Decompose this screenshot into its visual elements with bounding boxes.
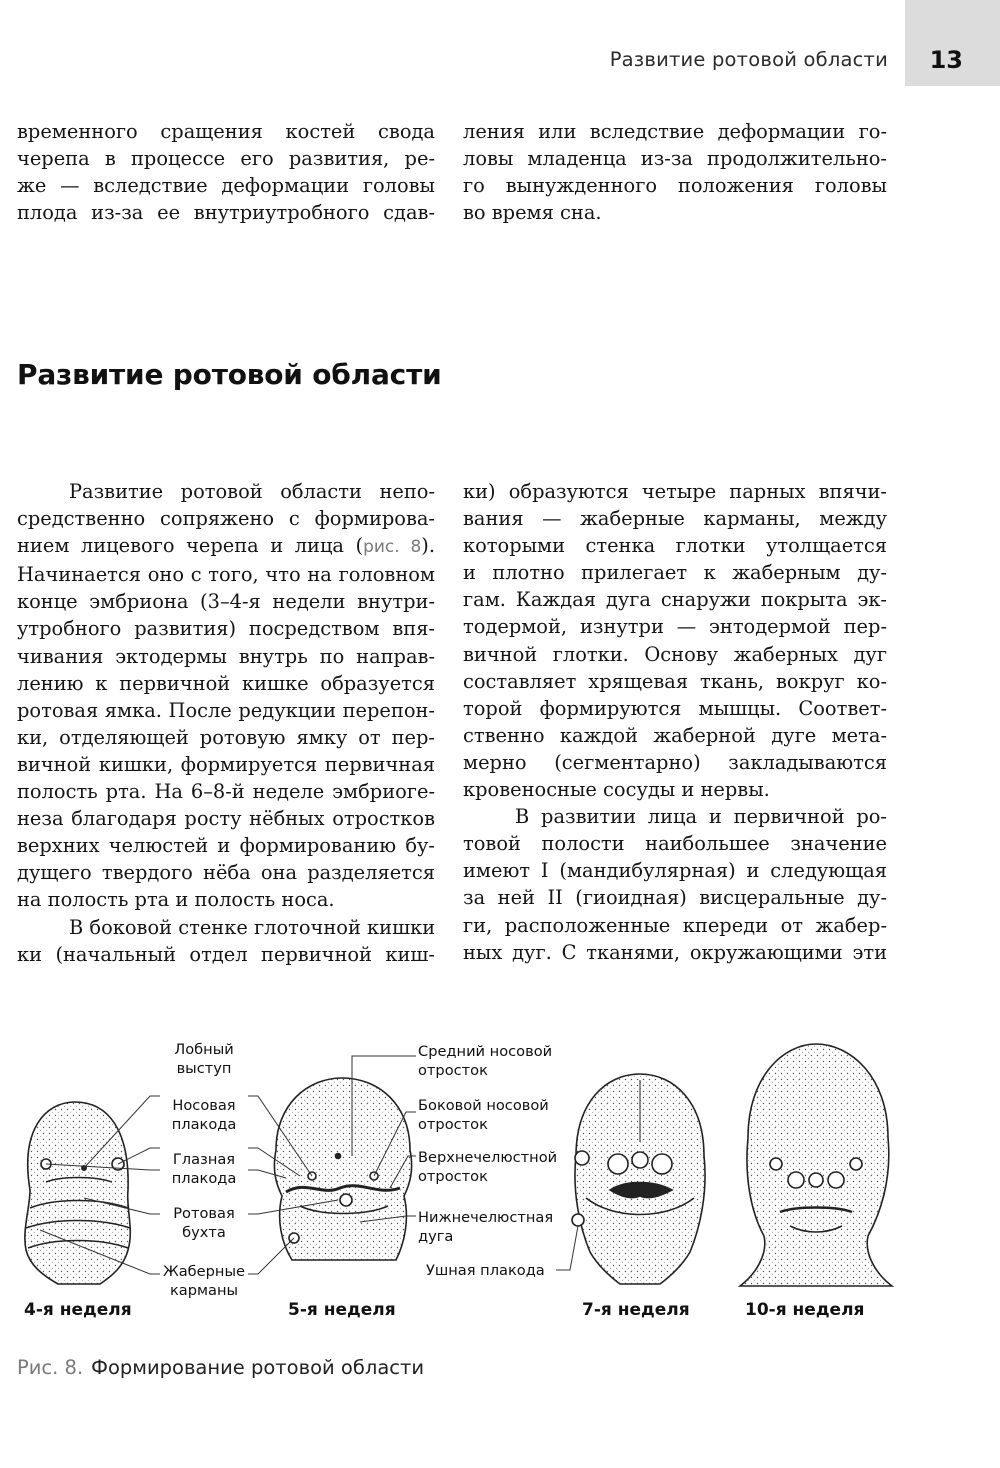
text-line: кровеносные сосуды и нервы.: [463, 778, 770, 802]
text-line: Начинается оно с того, что на головном: [17, 563, 435, 587]
text-line: ки, отделяющей ротовую ямку от пер-: [17, 725, 435, 749]
text-line: лению к первичной кишке образуется: [17, 671, 435, 695]
text-line: Развитие ротовой области непо-: [69, 480, 435, 503]
caption-text: Формирование ротовой области: [91, 1356, 425, 1379]
text-line: ги, расположенные кпереди от жабер-: [463, 913, 887, 937]
text-line: го вынужденного положения головы: [463, 174, 887, 198]
text-line: чивания эктодермы внутрь по направ-: [17, 644, 435, 668]
top-paragraph-left: [17, 118, 435, 226]
text-line: за ней II (гиоидная) висцеральные ду-: [463, 886, 887, 910]
week-label-4: 4-я неделя: [24, 1300, 132, 1320]
label-stomodeum: Ротовая бухта: [173, 1205, 235, 1241]
figure-8: [0, 1030, 1000, 1330]
body-column-left: [17, 478, 435, 968]
text-line: средственно сопряжено с формирова-: [17, 507, 435, 531]
text-line: гам. Каждая дуга снаружи покрыта эк-: [463, 588, 887, 612]
text-line: В развитии лица и первичной ро-: [515, 805, 887, 829]
text-line: дущего твердого нёба она разделяется: [17, 861, 435, 885]
figure-caption: [17, 1356, 424, 1379]
text-line: полость рта. На 6–8-й неделе эмбриоге-: [17, 780, 435, 804]
text-line: ки (начальный отдел первичной киш-: [17, 942, 435, 966]
text-line: ственно каждой жаберной дуге мета-: [463, 723, 887, 747]
label-lateral-nasal-process: Боковой носовой отросток: [418, 1097, 549, 1133]
embryo-week-5-drawing: [274, 1078, 411, 1260]
text-line: на полость рта и полость носа.: [17, 888, 335, 912]
embryo-week-10-drawing: [740, 1044, 892, 1286]
text-line: во время сна.: [463, 201, 602, 225]
figure-reference-link[interactable]: рис. 8: [363, 537, 422, 558]
text-line: В боковой стенке глоточной кишки: [69, 915, 436, 939]
text-line: мерно (сегментарно) закладываются: [463, 750, 887, 774]
text-line: неза благодаря росту нёбных отростков: [17, 807, 435, 831]
label-nasal-placode: Носовая плакода: [171, 1097, 237, 1133]
text-line: тодермой, изнутри — энтодермой пер-: [463, 615, 887, 639]
text-line: составляет хрящевая ткань, вокруг ко-: [463, 669, 887, 693]
text-line: имеют I (мандибулярная) и следующая: [463, 859, 887, 883]
text-line: ки) образуются четыре парных впячи-: [463, 480, 887, 503]
running-header: Развитие ротовой области: [609, 48, 888, 71]
embryo-week-4-drawing: [25, 1102, 130, 1284]
text-line: товой полости наибольшее значение: [463, 832, 887, 856]
text-line: и плотно прилегает к жаберным ду-: [463, 561, 887, 585]
label-eye-placode: Глазная плакода: [171, 1151, 237, 1187]
text-line: плода из-за ее внутриутробного сдав-: [17, 201, 435, 225]
caption-number: Рис. 8.: [17, 1356, 84, 1379]
text-line: торой формируются мышцы. Соответ-: [463, 696, 887, 720]
label-otic-placode: Ушная плакода: [426, 1262, 545, 1279]
text-line: вания — жаберные карманы, между: [463, 507, 887, 531]
text-line: утробного развития) посредством впя-: [17, 617, 435, 641]
embryo-week-7-drawing: [572, 1074, 705, 1284]
week-label-10: 10-я неделя: [745, 1300, 865, 1320]
week-label-5: 5-я неделя: [288, 1300, 396, 1320]
top-paragraph-right: [463, 118, 887, 226]
text-line: которыми стенка глотки утолщается: [463, 534, 887, 558]
text-fragment: нием лицевого черепа и лица (: [17, 534, 364, 558]
text-fragment: ).: [421, 534, 436, 558]
text-line: конце эмбриона (3–4-я недели внутри-: [17, 590, 435, 614]
label-frontal-prominence: Лобный выступ: [174, 1041, 234, 1077]
week-label-7: 7-я неделя: [582, 1300, 690, 1320]
body-column-right: [463, 478, 887, 966]
text-line: вичной глотки. Основу жаберных дуг: [463, 642, 887, 666]
label-pharyngeal-pouches: Жаберные карманы: [163, 1263, 245, 1299]
text-line: ловы младенца из-за продолжительно-: [463, 147, 887, 171]
text-line: ных дуг. С тканями, окружающими эти: [463, 940, 887, 964]
text-line: же — вследствие деформации головы: [17, 174, 435, 198]
page-number: 13: [929, 46, 963, 74]
label-mandibular-arch: Нижнечелюстная дуга: [418, 1209, 554, 1245]
text-line: вичной кишки, формируется первичная: [17, 752, 435, 776]
section-heading: Развитие ротовой области: [17, 358, 442, 391]
text-line: верхних челюстей и формированию бу-: [17, 834, 435, 858]
label-maxillary-process: Верхнечелюстной отросток: [418, 1149, 558, 1185]
text-line: ротовая ямка. После редукции перепон-: [17, 698, 435, 722]
text-line: временного сращения костей свода: [17, 120, 435, 143]
text-line: [17, 532, 435, 561]
text-line: черепа в процессе его развития, ре-: [17, 147, 435, 171]
label-medial-nasal-process: Средний носовой отросток: [418, 1043, 553, 1079]
text-line: ления или вследствие деформации го-: [463, 120, 887, 143]
